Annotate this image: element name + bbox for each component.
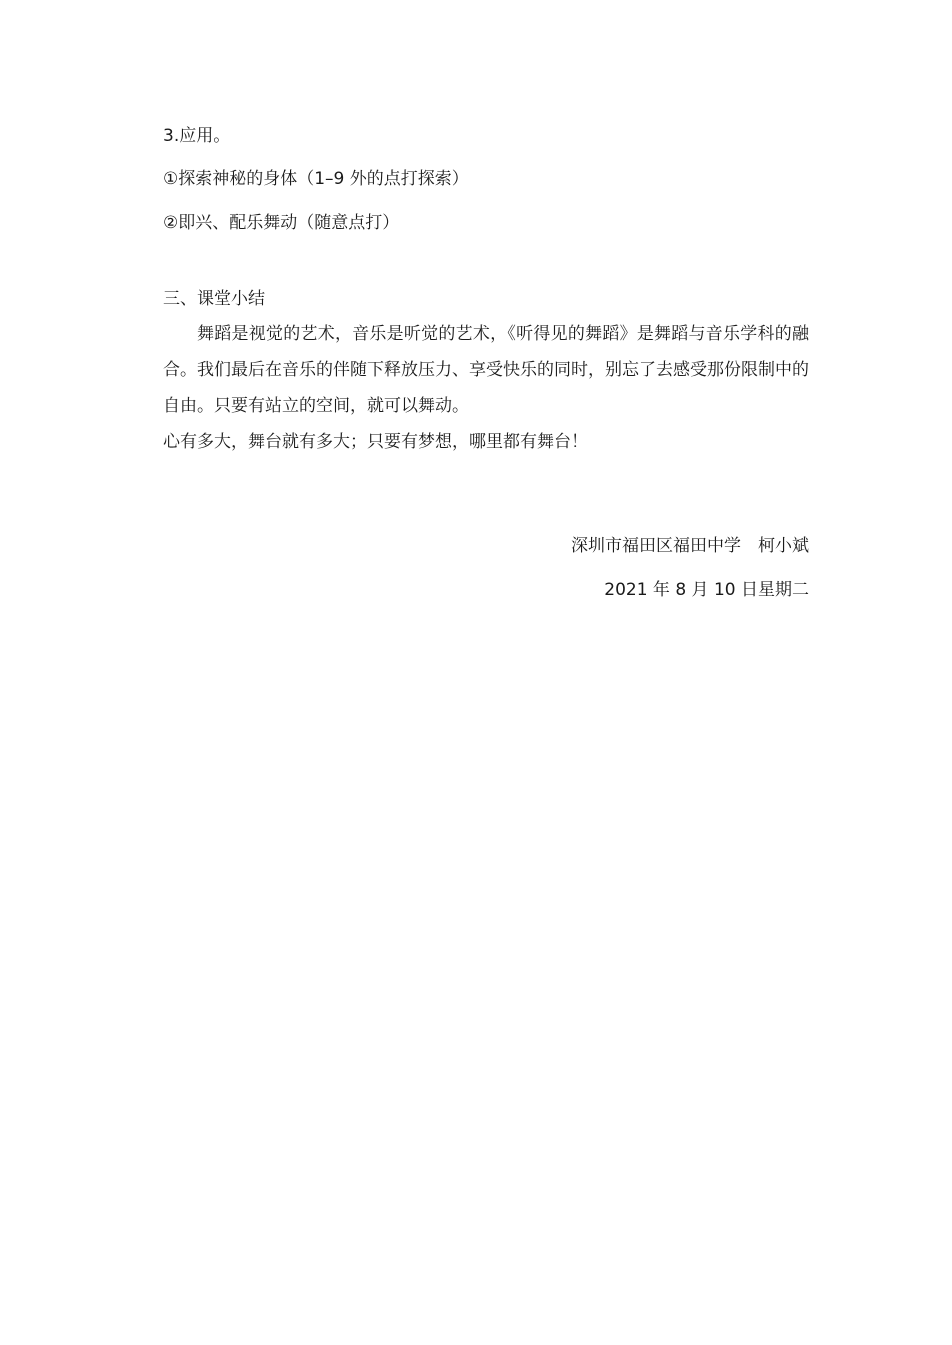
section-summary-heading: 三、课堂小结	[163, 289, 265, 309]
section-apply-title: 3.应用。	[163, 126, 231, 146]
document-body	[163, 124, 809, 460]
date-line: 2021 年 8 月 10 日星期二	[604, 580, 809, 600]
motto-line: 心有多大，舞台就有多大；只要有梦想，哪里都有舞台！	[163, 432, 588, 452]
list-item-explore: ①探索神秘的身体（1–9 外的点打探索）	[163, 169, 469, 189]
list-item-improvise: ②即兴、配乐舞动（随意点打）	[163, 213, 400, 233]
summary-paragraph: 舞蹈是视觉的艺术，音乐是听觉的艺术，《听得见的舞蹈》是舞蹈与音乐学科的融合。我们最后在音乐的伴随下释放压力、享受快乐的同时，别忘了去感受那份限制中的自由。只要有站立的空间，就可以舞动。	[163, 324, 809, 416]
author-signature: 深圳市福田区福田中学 柯小斌	[571, 536, 809, 556]
